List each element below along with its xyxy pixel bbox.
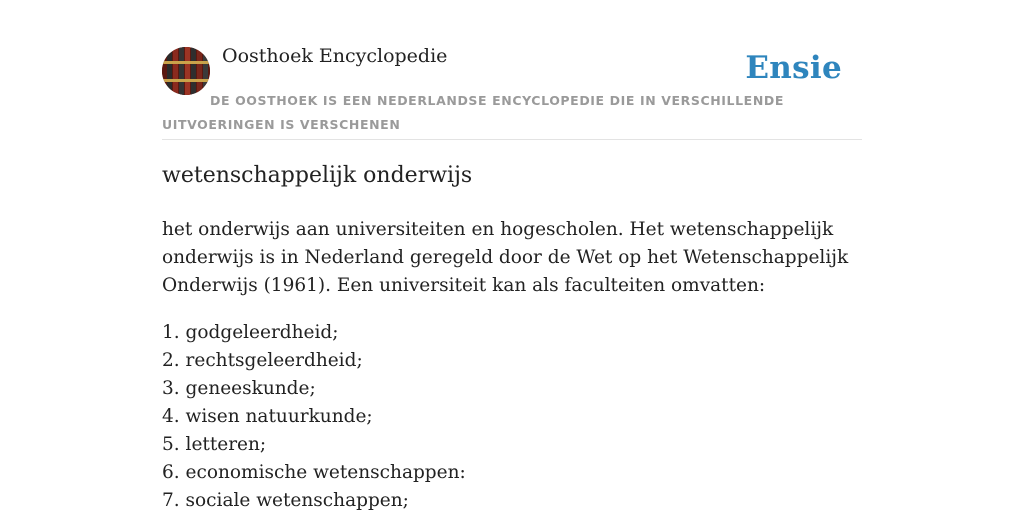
site-avatar[interactable]	[162, 47, 210, 95]
brand-logo[interactable]: Ensie	[745, 50, 842, 86]
book-spine	[167, 47, 172, 95]
list-item: 5. letteren;	[162, 434, 267, 455]
list-item: 1. godgeleerdheid;	[162, 322, 339, 343]
book-spine	[191, 47, 196, 95]
list-item: 3. geneeskunde;	[162, 378, 316, 399]
list-item: 4. wisen natuurkunde;	[162, 406, 373, 427]
article-intro: het onderwijs aan universiteiten en hogescholen. Het wetenschappelijk onderwijs is in Nederland geregeld door de Wet op het Wetenschappelijk Onderwijs (1961). Een universiteit kan als faculteiten omvatten:	[162, 219, 849, 296]
header-divider	[162, 139, 862, 140]
list-item: 7. sociale wetenschappen;	[162, 490, 409, 511]
article-title: wetenschappelijk onderwijs	[162, 163, 473, 188]
book-spine	[185, 47, 190, 95]
book-spine	[179, 47, 184, 95]
book-spine	[173, 47, 178, 95]
site-tagline: DE OOSTHOEK IS EEN NEDERLANDSE ENCYCLOPEDIE DIE IN VERSCHILLENDE UITVOERINGEN IS VERSCHENEN	[162, 93, 784, 132]
book-spine	[203, 47, 208, 95]
faculty-list	[162, 319, 466, 515]
book-band	[162, 61, 210, 64]
list-item: 2. rechtsgeleerdheid;	[162, 350, 363, 371]
book-spine	[197, 47, 202, 95]
site-name-link[interactable]: Oosthoek Encyclopedie	[222, 45, 448, 67]
page-container	[162, 0, 862, 512]
list-item: 6. economische wetenschappen:	[162, 462, 466, 483]
book-band	[162, 79, 210, 82]
